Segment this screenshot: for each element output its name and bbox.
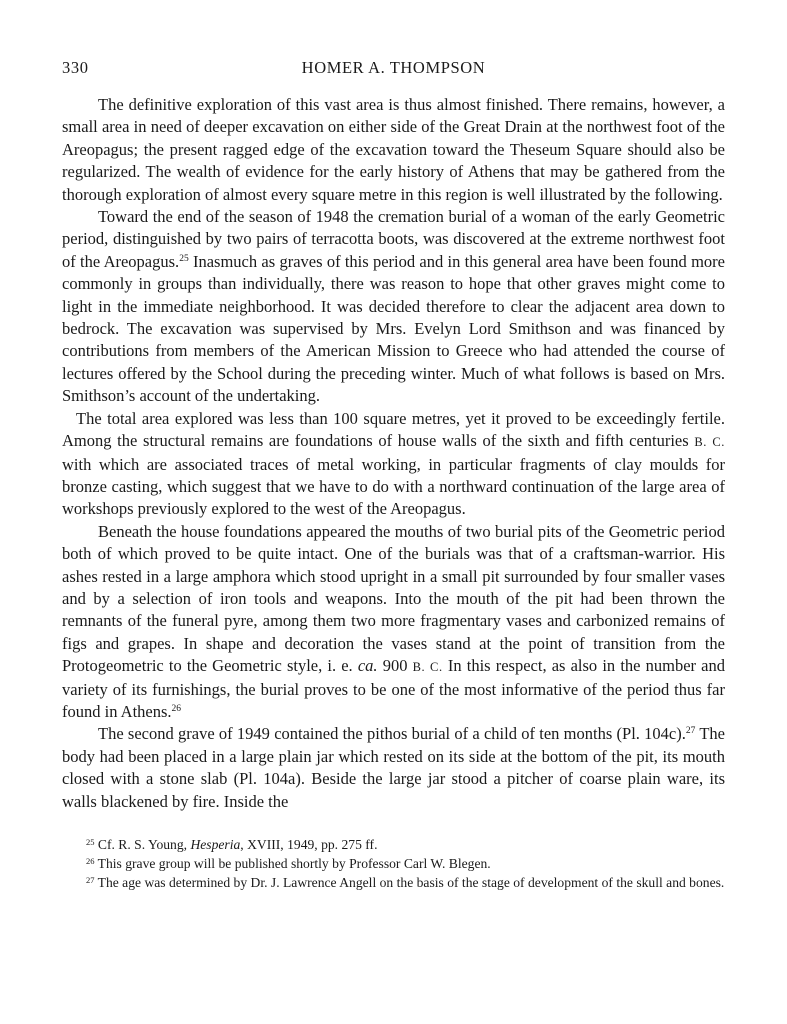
paragraph-text: The second grave of 1949 contained the pithos burial of a child of ten months (Pl. 104c). [98, 724, 686, 744]
running-head: HOMER A. THOMPSON [301, 58, 486, 77]
paragraph-1 [62, 94, 725, 206]
paragraph-text: 900 [377, 656, 413, 676]
paragraph-5 [62, 723, 725, 813]
paragraph-text: In this respect, as also in the number and variety of its furnishings, the burial proves to be one of the most informative of the period thus far found in Athens. [62, 656, 725, 721]
footnote-ref-27: 27 [685, 726, 696, 737]
footnote-26 [62, 854, 725, 873]
paragraph-text: Inasmuch as graves of this period and in this general area have been found more commonly in groups than individually, there was reason to hope that other graves might come to light in the immediate neighborhood. It was decided therefore to clear the adjacent area down to bedrock. The excavation was supervised by Mrs. Evelyn Lord Smithson and was financed by contributions from members of the American Mission to Greece who had attended the course of lectures offered by the School during the preceding winter. Much of what follows is based on Mrs. Smithson’s account of the undertaking. [62, 251, 725, 406]
paragraph-text: The definitive exploration of this vast area is thus almost finished. There remains, however, a small area in need of deeper excavation on either side of the Great Drain at the northwest foot of the Areopagus; the present ragged edge of the excavation toward the Theseum Square should also be regularized. The wealth of evidence for the early history of Athens that may be gathered from the thorough exploration of almost every square metre in this region is well illustrated by the following. [62, 95, 725, 204]
era-abbreviation: B. C. [694, 435, 725, 450]
footnotes [62, 835, 725, 892]
page-number: 330 [62, 58, 89, 77]
footnote-text: The age was determined by Dr. J. Lawrence Angell on the basis of the stage of development of the skull and bones. [94, 875, 725, 890]
paragraph-text: The body had been placed in a large plain jar which rested on its side at the bottom of the pit, its mouth closed with a stone slab (Pl. 104a). Beside the large jar stood a pitcher of coarse plain ware, its walls blackened by fire. Inside the [62, 724, 725, 811]
footnote-mark: 27 [86, 875, 95, 885]
footnote-text: , XVIII, 1949, pp. 275 ff. [240, 837, 378, 852]
footnote-text: This grave group will be published shortly by Professor Carl W. Blegen. [94, 856, 491, 871]
footnote-ref-25: 25 [179, 253, 189, 264]
footnote-mark: 25 [86, 837, 95, 847]
paragraph-2 [62, 206, 725, 408]
paragraph-3 [62, 408, 725, 521]
footnote-text: Cf. R. S. Young, [94, 837, 191, 852]
paragraph-4 [62, 521, 725, 724]
footnote-27 [62, 873, 725, 892]
footnote-ref-26: 26 [171, 703, 182, 714]
journal-title: Hesperia [190, 837, 241, 852]
paragraph-text: with which are associated traces of metal working, in particular fragments of clay moulds for bronze casting, which suggest that we have to do with a northward continuation of the large area of workshops previously explored to the west of the Areopagus. [62, 454, 725, 519]
paragraph-text: Toward the end of the season of 1948 the cremation burial of a woman of the early Geometric period, distinguished by two pairs of terracotta boots, was discovered at the extreme northwest foot of the Areopagus. [62, 207, 725, 271]
era-abbreviation: B. C. [412, 660, 443, 675]
paragraph-text: The total area explored was less than 100 square metres, yet it proved to be exceedingly fertile. Among the structural remains are foundations of house walls of the sixth and fifth centuries [62, 408, 725, 451]
footnote-25 [62, 835, 725, 854]
paragraph-text: Beneath the house foundations appeared the mouths of two burial pits of the Geometric period both of which proved to be quite intact. One of the burials was that of a craftsman-warrior. His ashes rested in a large amphora which stood upright in a small pit surrounded by four smaller vases and by a selection of iron tools and weapons. Into the mouth of the pit had been thrown the remnants of the funeral pyre, among them two more fragmentary vases and carbonized remains of figs and grapes. In shape and decoration the vases stand at the point of transition from the Protogeometric to the Geometric style, i. e. [62, 521, 725, 676]
circa-abbreviation: ca. [357, 656, 378, 676]
footnote-mark: 26 [86, 856, 95, 866]
body-text [62, 94, 725, 813]
page-header [62, 58, 725, 84]
